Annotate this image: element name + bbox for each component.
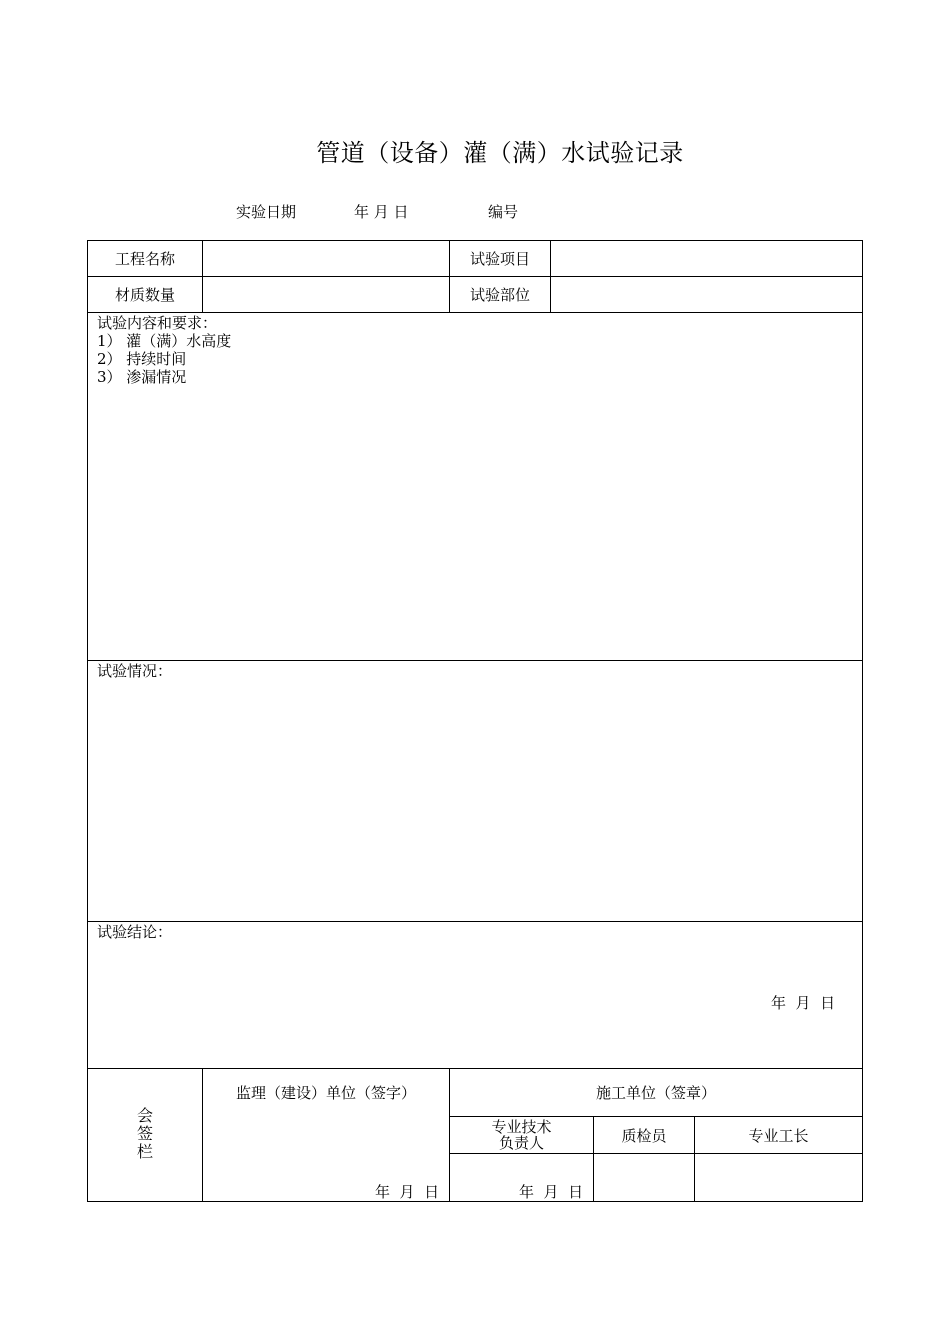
- test-situation-heading: 试验情况：: [97, 662, 173, 680]
- page-title: 管道（设备）灌（满）水试验记录: [316, 139, 684, 167]
- conclusion-date: 年 月 日: [771, 994, 836, 1012]
- supervisor-unit-label: 监理（建设）单位（签字）: [235, 1084, 416, 1102]
- tech-lead-label-line1: 专业技术: [491, 1118, 552, 1136]
- list-item: 1） 灌（满）水高度: [97, 332, 232, 350]
- material-quantity-field[interactable]: [203, 277, 449, 312]
- list-item: 3） 渗漏情况: [97, 368, 187, 386]
- signoff-label: 会签栏: [136, 1106, 153, 1161]
- serial-number-label: 编号: [488, 203, 519, 221]
- inspector-signature-field[interactable]: [594, 1154, 694, 1201]
- project-name-label: 工程名称: [114, 250, 175, 268]
- test-location-field[interactable]: [551, 277, 862, 312]
- test-item-field[interactable]: [551, 241, 862, 276]
- test-date-value: 年 月 日: [354, 203, 409, 221]
- test-content-section[interactable]: [88, 313, 862, 660]
- foreman-signature-field[interactable]: [695, 1154, 862, 1201]
- inspector-label: 质检员: [621, 1126, 667, 1145]
- test-conclusion-section[interactable]: [88, 922, 862, 1068]
- supervisor-date: 年 月 日: [375, 1183, 440, 1201]
- construction-unit-label: 施工单位（签章）: [595, 1084, 716, 1102]
- test-location-label: 试验部位: [469, 286, 530, 304]
- material-quantity-label: 材质数量: [114, 286, 175, 304]
- test-date-label: 实验日期: [236, 203, 297, 221]
- supervisor-signature-field[interactable]: [203, 1117, 449, 1201]
- test-item-label: 试验项目: [469, 250, 530, 268]
- test-conclusion-heading: 试验结论：: [97, 923, 173, 941]
- tech-lead-date: 年 月 日: [519, 1183, 584, 1201]
- test-situation-section[interactable]: [88, 661, 862, 921]
- project-name-field[interactable]: [203, 241, 449, 276]
- test-content-heading: 试验内容和要求：: [97, 314, 218, 332]
- tech-lead-label: [450, 1117, 593, 1153]
- foreman-label: 专业工长: [748, 1126, 809, 1145]
- tech-lead-label-line2: 负责人: [498, 1134, 544, 1152]
- tech-lead-signature-field[interactable]: [450, 1154, 593, 1201]
- list-item: 2） 持续时间: [97, 350, 187, 368]
- table-border-bottom: [87, 1201, 863, 1202]
- table-border-right: [862, 240, 863, 1202]
